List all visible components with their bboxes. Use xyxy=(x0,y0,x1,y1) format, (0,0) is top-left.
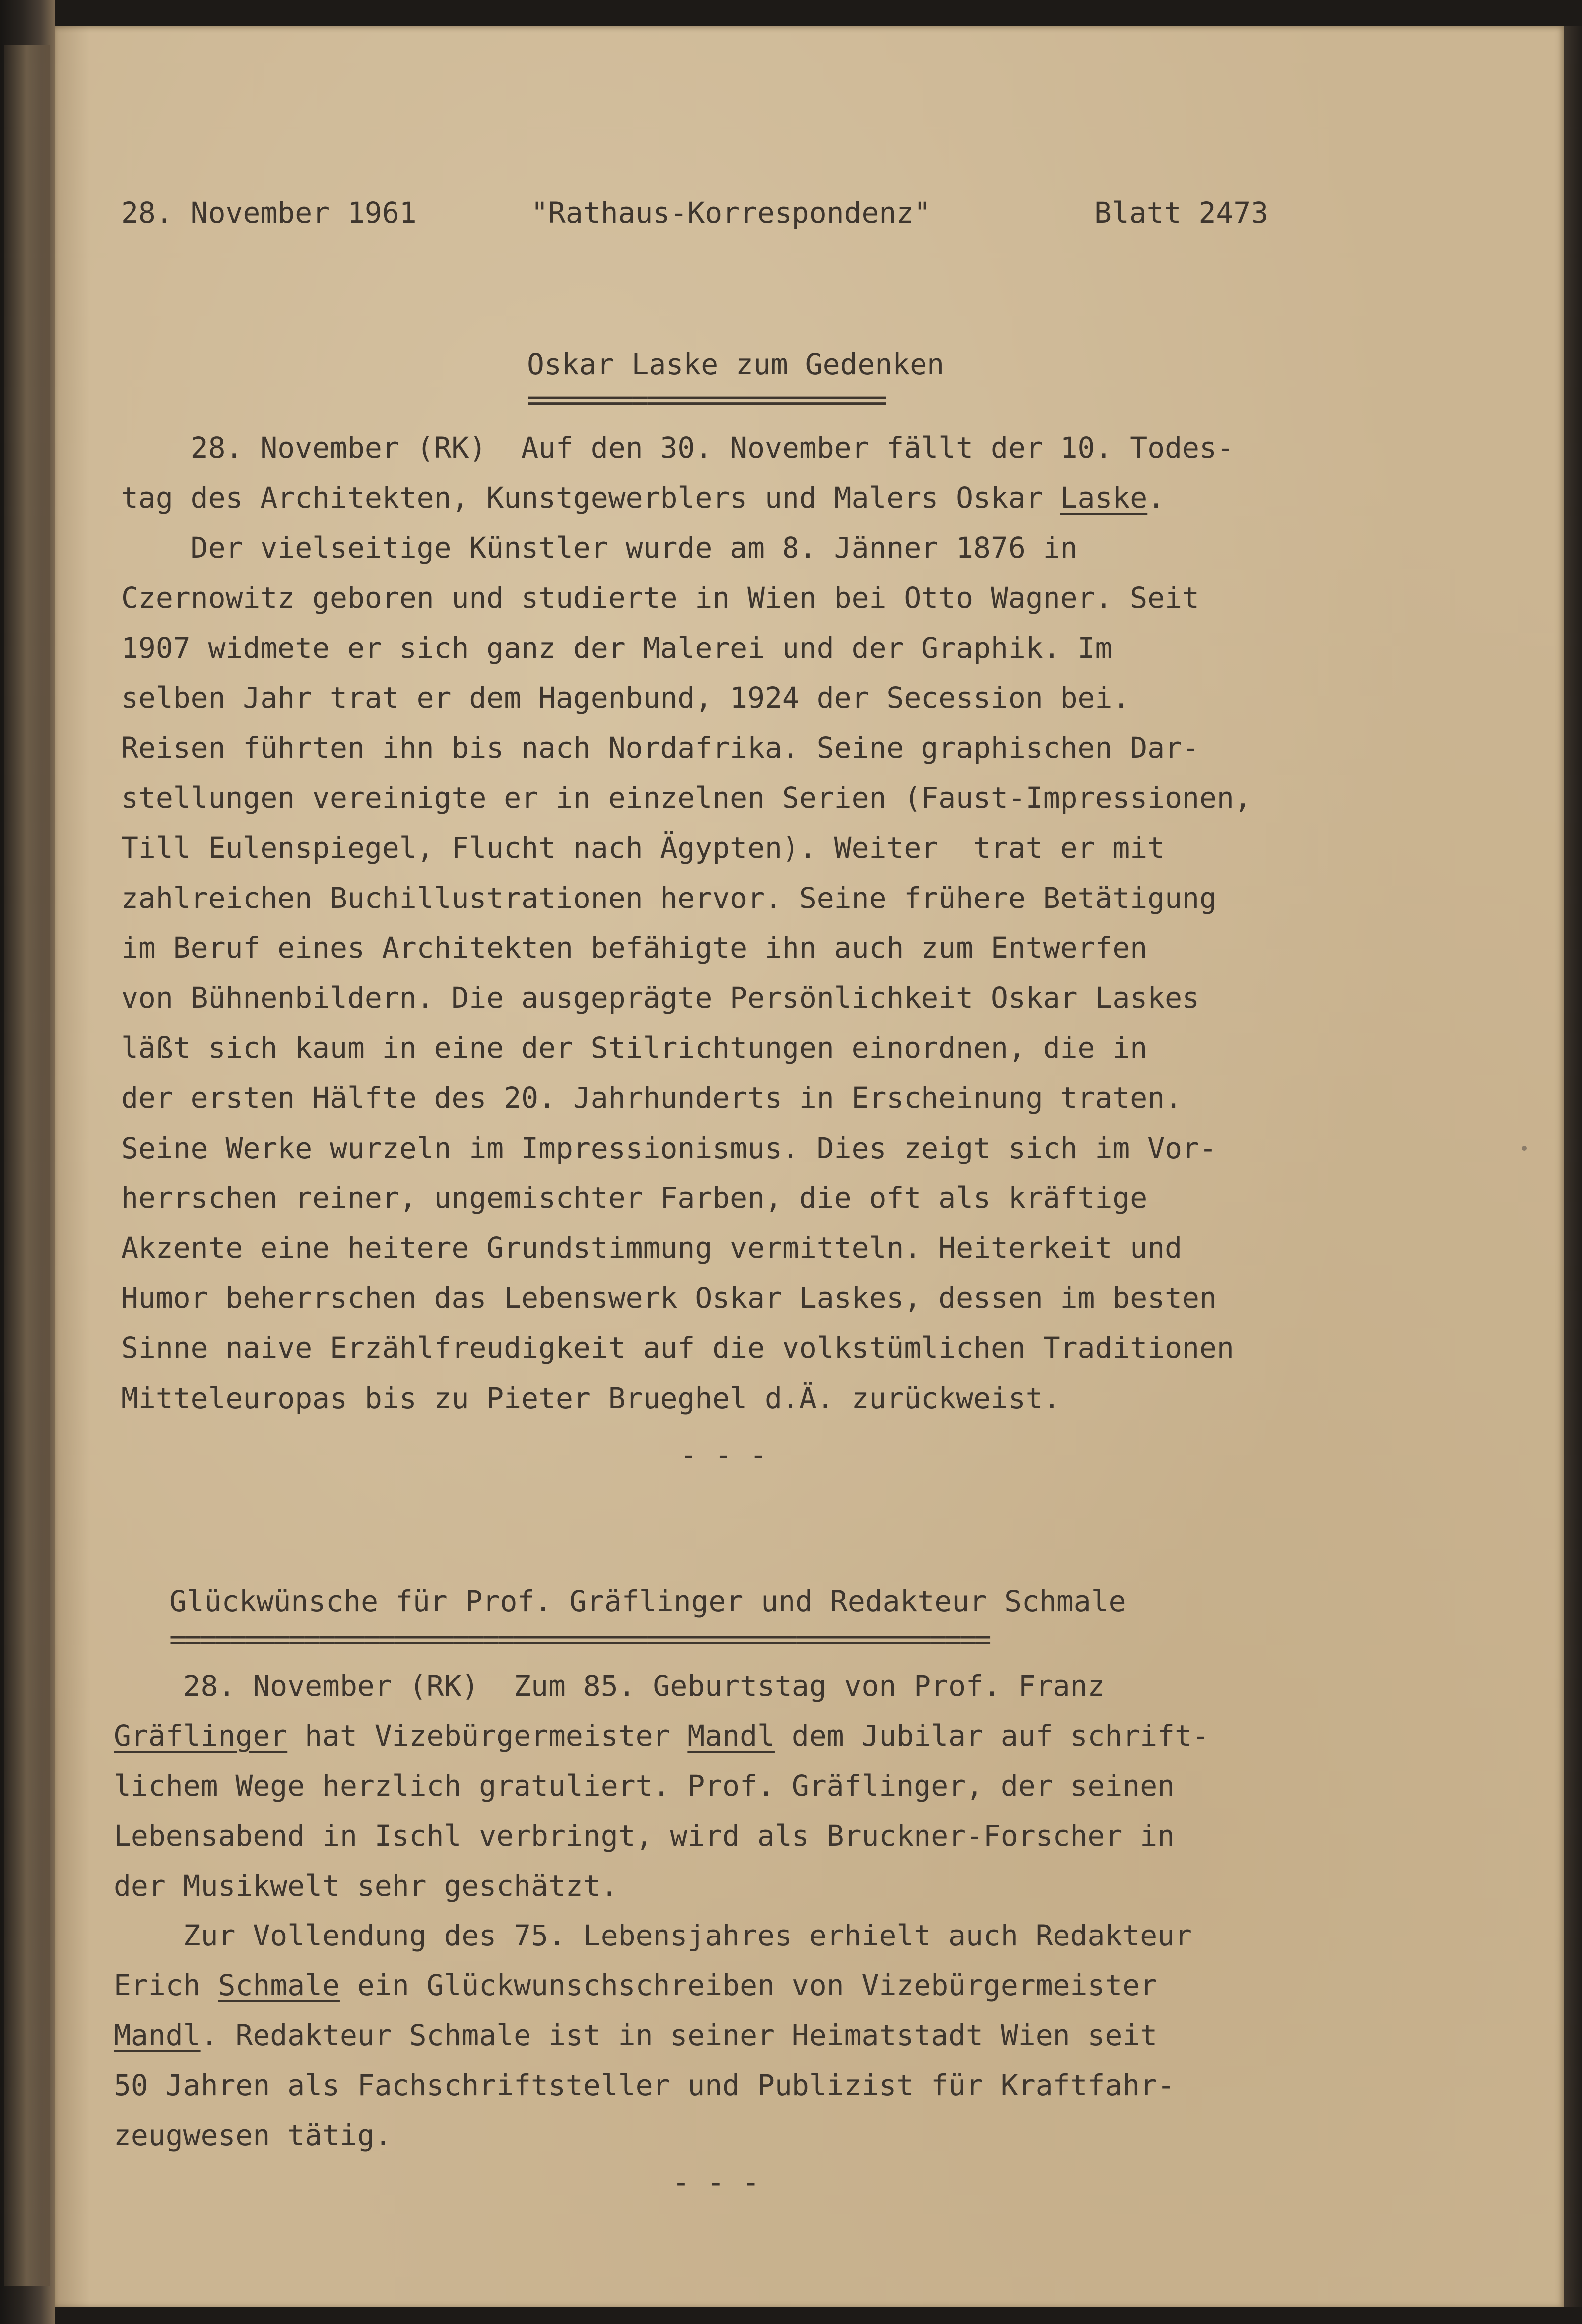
page-right-shadow xyxy=(1564,26,1582,2307)
line-text: Der vielseitige Künstler wurde am 8. Jänner 1876 in xyxy=(121,530,1078,565)
line-text: 28. November (RK) Zum 85. Geburtstag von Prof. Franz xyxy=(114,1669,1105,1703)
line-text: stellungen vereinigte er in einzelnen Serien (Faust-Impressionen, xyxy=(121,780,1252,815)
body-line xyxy=(121,881,1217,915)
line-text: Czernowitz geboren und studierte in Wien bei Otto Wagner. Seit xyxy=(121,581,1199,615)
body-line xyxy=(121,1181,1148,1215)
body-line xyxy=(114,1719,1209,1753)
body-line xyxy=(121,1031,1148,1065)
line-text: hat Vizebürgermeister xyxy=(287,1719,688,1753)
header-publication: "Rathaus-Korrespondenz" xyxy=(531,196,931,230)
body-line xyxy=(121,931,1148,965)
line-text: im Beruf eines Architekten befähigte ihn auch zum Entwerfen xyxy=(121,931,1148,965)
body-line xyxy=(121,1131,1217,1165)
line-text: 28. November (RK) Auf den 30. November fällt der 10. Todes- xyxy=(121,431,1234,465)
body-line xyxy=(114,1669,1105,1703)
body-line xyxy=(121,530,1078,565)
body-line xyxy=(114,2018,1158,2053)
end-separator: - - - xyxy=(672,2165,760,2199)
body-line xyxy=(114,1868,618,1903)
body-line xyxy=(121,1381,1060,1415)
body-line xyxy=(114,1818,1175,1853)
line-text: der ersten Hälfte des 20. Jahrhunderts in Erscheinung traten. xyxy=(121,1081,1183,1115)
article-title: Oskar Laske zum Gedenken xyxy=(527,347,945,381)
body-line xyxy=(121,1331,1234,1365)
body-line xyxy=(114,1769,1175,1803)
line-text: tag des Architekten, Kunstgewerblers und Malers Oskar xyxy=(121,481,1060,515)
body-line xyxy=(121,731,1199,765)
body-line xyxy=(121,780,1252,815)
line-text: dem Jubilar auf schrift- xyxy=(774,1719,1209,1753)
line-text: zeugwesen tätig. xyxy=(114,2118,392,2152)
line-text: 1907 widmete er sich ganz der Malerei und der Graphik. Im xyxy=(121,631,1113,665)
line-text: Erich xyxy=(114,1968,218,2003)
body-line xyxy=(121,431,1234,465)
body-line xyxy=(121,631,1113,665)
title-underline-rule: ======================================================= xyxy=(169,1625,989,1654)
line-text: Mitteleuropas bis zu Pieter Brueghel d.Ä. zurückweist. xyxy=(121,1381,1060,1415)
underlined-name: Gräflinger xyxy=(114,1719,288,1753)
line-text: Zur Vollendung des 75. Lebensjahres erhielt auch Redakteur xyxy=(114,1919,1192,1952)
header-date: 28. November 1961 xyxy=(121,196,417,230)
line-text: Sinne naive Erzählfreudigkeit auf die volkstümlichen Traditionen xyxy=(121,1331,1234,1365)
underlined-name: Mandl xyxy=(114,2018,201,2053)
body-line xyxy=(114,1968,1158,2003)
line-text: läßt sich kaum in eine der Stilrichtungen einordnen, die in xyxy=(121,1031,1148,1065)
body-line xyxy=(121,1081,1183,1115)
line-text: von Bühnenbildern. Die ausgeprägte Persönlichkeit Oskar Laskes xyxy=(121,981,1199,1015)
line-text: Humor beherrschen das Lebenswerk Oskar Laskes, dessen im besten xyxy=(121,1281,1217,1315)
line-text: herrschen reiner, ungemischter Farben, die oft als kräftige xyxy=(121,1181,1148,1215)
body-line xyxy=(121,481,1165,515)
paper-speck xyxy=(1522,1146,1527,1151)
line-text: ein Glückwunschschreiben von Vizebürgermeister xyxy=(339,1968,1158,2003)
article-title: Glückwünsche für Prof. Gräflinger und Redakteur Schmale xyxy=(169,1584,1126,1618)
body-line xyxy=(121,581,1199,615)
line-text: der Musikwelt sehr geschätzt. xyxy=(114,1868,618,1903)
underlined-name: Mandl xyxy=(687,1719,775,1753)
line-text: lichem Wege herzlich gratuliert. Prof. Gräflinger, der seinen xyxy=(114,1769,1175,1803)
body-line xyxy=(121,1231,1183,1265)
line-text: Seine Werke wurzeln im Impressionismus. Dies zeigt sich im Vor- xyxy=(121,1131,1217,1165)
line-text: Reisen führten ihn bis nach Nordafrika. Seine graphischen Dar- xyxy=(121,731,1199,765)
line-text: selben Jahr trat er dem Hagenbund, 1924 der Secession bei. xyxy=(121,681,1130,715)
underlined-name: Schmale xyxy=(218,1968,340,2003)
body-line xyxy=(114,2068,1175,2102)
line-text: 50 Jahren als Fachschriftsteller und Publizist für Kraftfahr- xyxy=(114,2068,1175,2102)
body-line xyxy=(121,1281,1217,1315)
previous-page-edge xyxy=(4,45,50,2286)
body-line xyxy=(121,981,1199,1015)
body-line xyxy=(114,1921,1192,1950)
body-line xyxy=(114,2118,392,2152)
line-text: . xyxy=(1147,481,1165,515)
line-text: Akzente eine heitere Grundstimmung vermitteln. Heiterkeit und xyxy=(121,1231,1183,1265)
underlined-name: Laske xyxy=(1060,481,1148,515)
body-line xyxy=(121,831,1165,865)
body-line xyxy=(121,681,1130,715)
end-separator: - - - xyxy=(680,1438,767,1472)
header-sheet: Blatt 2473 xyxy=(1094,196,1269,230)
line-text: . Redakteur Schmale ist in seiner Heimatstadt Wien seit xyxy=(200,2018,1158,2053)
line-text: zahlreichen Buchillustrationen hervor. Seine frühere Betätigung xyxy=(121,881,1217,915)
line-text: Lebensabend in Ischl verbringt, wird als Bruckner-Forscher in xyxy=(114,1818,1175,1853)
title-underline-rule: ======================== xyxy=(527,386,885,414)
line-text: Till Eulenspiegel, Flucht nach Ägypten). Weiter trat er mit xyxy=(121,831,1165,865)
